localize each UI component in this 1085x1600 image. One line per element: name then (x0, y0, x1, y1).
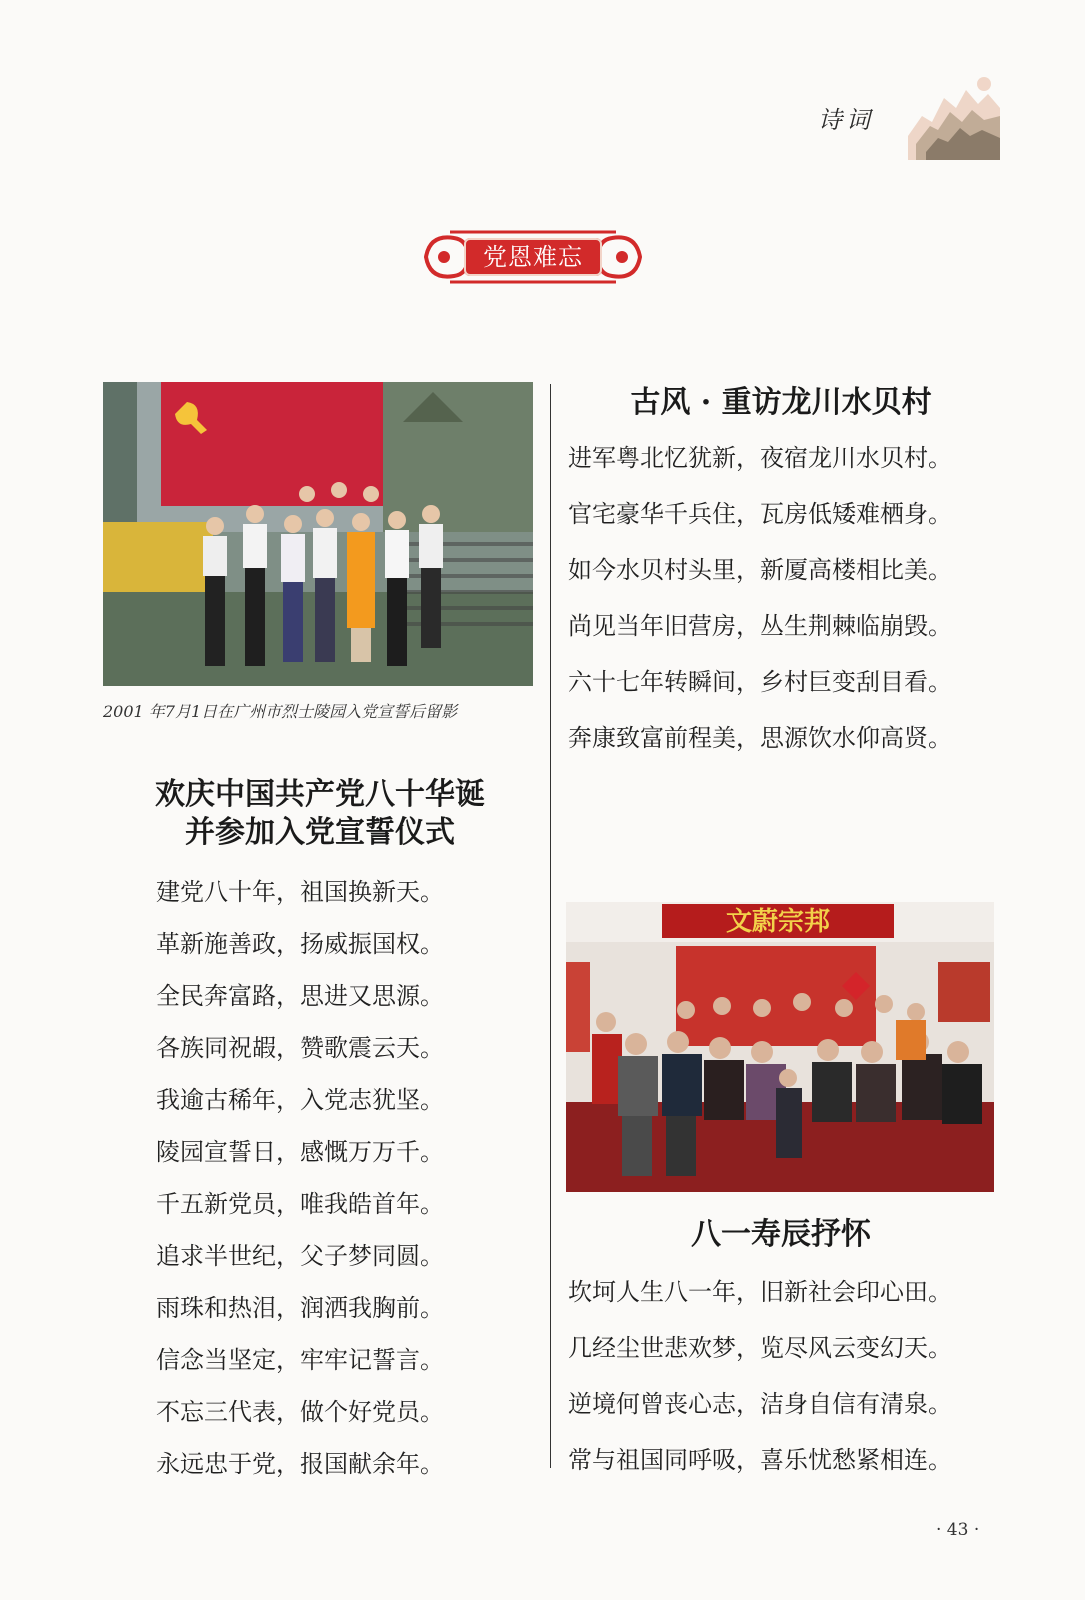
poem-line: 陵园宣誓日，感慨万万千。 (156, 1138, 444, 1166)
poem-title-line: 欢庆中国共产党八十华诞 (155, 777, 485, 812)
poem-line: 尚见当年旧营房，丛生荆棘临崩毁。 (568, 612, 952, 640)
poem-line: 建党八十年，祖国换新天。 (156, 878, 444, 906)
poem-line: 常与祖国同呼吸，喜乐忧愁紧相连。 (568, 1446, 952, 1474)
poem-body (156, 866, 444, 1490)
hall-banner-text: 文蔚宗邦 (725, 907, 831, 937)
poem-line: 追求半世纪，父子梦同圆。 (156, 1242, 444, 1270)
page-number: · 43 · (936, 1520, 980, 1540)
poem-line: 各族同祝嘏，赞歌震云天。 (156, 1034, 444, 1062)
poem-line: 六十七年转瞬间，乡村巨变刮目看。 (568, 668, 952, 696)
poem-line: 坎坷人生八一年，旧新社会印心田。 (568, 1278, 952, 1306)
poem-line: 几经尘世悲欢梦，览尽风云变幻天。 (568, 1334, 952, 1362)
poem-body (568, 430, 952, 766)
column-divider (550, 384, 551, 1468)
section-header-label: 诗词 (818, 106, 874, 134)
poem-line: 全民奔富路，思进又思源。 (156, 982, 444, 1010)
poem-line: 信念当坚定，牢牢记誓言。 (156, 1346, 444, 1374)
poem-line: 官宅豪华千兵住，瓦房低矮难栖身。 (568, 500, 952, 528)
section-banner (420, 226, 646, 288)
poem-line: 我逾古稀年，入党志犹坚。 (156, 1086, 444, 1114)
poem-line: 永远忠于党，报国献余年。 (156, 1450, 444, 1478)
poem-title (120, 776, 520, 852)
poem-line: 奔康致富前程美，思源饮水仰高贤。 (568, 724, 952, 752)
poem-line: 进军粤北忆犹新，夜宿龙川水贝村。 (568, 444, 952, 472)
poem-line: 如今水贝村头里，新厦高楼相比美。 (568, 556, 952, 584)
poem-title: 古风 · 重访龙川水贝村 (630, 385, 932, 420)
photo-caption: 2001 年7月1日在广州市烈士陵园入党宣誓后留影 (103, 702, 458, 721)
family-gathering-photo (566, 902, 994, 1192)
mountain-landscape-decoration (908, 64, 1000, 160)
section-title: 党恩难忘 (464, 238, 602, 276)
oath-ceremony-photo (103, 382, 533, 686)
poem-body (568, 1264, 952, 1488)
poem-title-line: 并参加入党宣誓仪式 (185, 815, 455, 850)
poem-line: 革新施善政，扬威振国权。 (156, 930, 444, 958)
poem-line: 千五新党员，唯我皓首年。 (156, 1190, 444, 1218)
poem-line: 逆境何曾丧心志，洁身自信有清泉。 (568, 1390, 952, 1418)
poem-title: 八一寿辰抒怀 (691, 1217, 871, 1252)
poem-line: 雨珠和热泪，润洒我胸前。 (156, 1294, 444, 1322)
poem-line: 不忘三代表，做个好党员。 (156, 1398, 444, 1426)
